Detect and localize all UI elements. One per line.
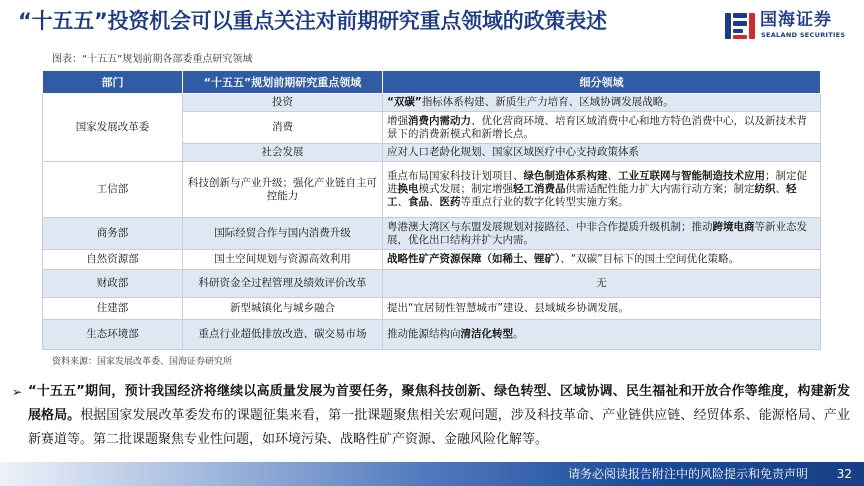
- table-row: [43, 162, 821, 218]
- text-run: 模式发展；制定增强: [418, 183, 513, 195]
- area-cell: 科研资金全过程管理及绩效评价改革: [183, 270, 383, 298]
- text-run: 推动能源结构向: [387, 328, 461, 340]
- text-run: 供需适配性能力扩大内需行动方案；制定: [565, 183, 755, 195]
- detail-cell: [383, 218, 821, 250]
- dept-cell: 国家发展改革委: [43, 94, 183, 162]
- policy-table: [42, 70, 821, 350]
- table-row: [43, 298, 821, 320]
- dept-cell: 生态环境部: [43, 320, 183, 350]
- bold-text-run: 清洁化转型: [460, 328, 513, 340]
- text-run: 。: [513, 328, 524, 340]
- source-note: 资料来源：国家发展改革委、国海证券研究所: [52, 357, 233, 367]
- bold-text-run: 跨境电商: [712, 220, 755, 233]
- logo-name-cn: 国海证券: [760, 10, 832, 30]
- text-run: 增强: [387, 114, 408, 127]
- text-run: 提出“宜居韧性智慧城市”建设、县域城乡协调发展。: [387, 302, 629, 314]
- table-row: [43, 320, 821, 350]
- page-number: 32: [836, 467, 852, 481]
- detail-cell: [383, 112, 821, 144]
- area-cell: 国际经贸合作与国内消费升级: [183, 218, 383, 250]
- text-run: ；制定促进: [387, 170, 807, 195]
- text-run: 粤港澳大湾区与东盟发展规划对接路径、中非合作提质升级机制；推动: [387, 220, 713, 233]
- text-run: 指标体系构建、新质生产力培育、区域协调发展战略。: [421, 96, 674, 108]
- detail-cell: [383, 250, 821, 270]
- logo-name-en: SEALAND SECURITIES: [761, 31, 846, 39]
- page-title: “十五五”投资机会可以重点关注对前期研究重点领域的政策表述: [18, 9, 607, 33]
- bold-text-run: 轻工: [387, 183, 797, 208]
- area-cell: 消费: [183, 112, 383, 144]
- table-header-row: [43, 71, 821, 94]
- dept-cell: 自然资源部: [43, 250, 183, 270]
- area-cell: 社会发展: [183, 144, 383, 162]
- footer-disclaimer: 请务必阅读报告附注中的风险提示和免责声明: [567, 467, 808, 481]
- text-run: 重点布局国家科技计划项目、: [387, 170, 524, 182]
- header-dept: 部门: [43, 71, 183, 94]
- summary-paragraph: [28, 380, 850, 452]
- area-cell: 重点行业超低排放改造、碳交易市场: [183, 320, 383, 350]
- table-row: [43, 250, 821, 270]
- company-logo: [724, 10, 858, 42]
- text-run: 、: [429, 196, 440, 208]
- bold-text-run: 食品: [408, 196, 429, 208]
- bold-text-run: 消费内需动力: [408, 114, 471, 127]
- bold-text-run: 换电: [397, 183, 419, 195]
- sealand-logo-icon: [724, 11, 756, 41]
- dept-cell: 工信部: [43, 162, 183, 218]
- text-run: 、“双碳”目标下的国土空间优化策略。: [560, 253, 740, 265]
- bold-text-run: 医药: [439, 196, 461, 208]
- bold-text-run: “双碳”: [387, 96, 422, 108]
- text-run: 无: [596, 277, 607, 289]
- bullet-arrow-icon: ➢: [12, 385, 23, 399]
- text-run: 等新业态发展，优化出口结构并扩大内需。: [387, 220, 807, 246]
- area-cell: 国土空间规划与资源高效利用: [183, 250, 383, 270]
- header-detail: 细分领域: [383, 71, 821, 94]
- bold-text-run: 绿色制造体系构建: [523, 170, 608, 182]
- text-run: 、: [775, 183, 786, 195]
- text-run: 根据国家发展改革委发布的课题征集来看，第一批课题聚焦相关宏观问题，涉及科技革命、产业链供应链、经贸体系、能源格局、产业新赛道等。第二批课题聚焦专业性问题，如环境污染、战略性矿产资源、金融风险化解等。: [28, 408, 850, 447]
- bold-text-run: “十五五”期间，预计我国经济将继续以高质量发展为首要任务，聚焦科技创新、绿色转型、区域协调、民生福祉和开放合作等维度，构建新发展格局。: [28, 384, 850, 423]
- table-row: [43, 94, 821, 112]
- bold-text-run: 工业互联网与智能制造技术应用: [618, 170, 765, 182]
- area-cell: 科技创新与产业升级；强化产业链自主可控能力: [183, 162, 383, 218]
- area-cell: 新型城镇化与城乡融合: [183, 298, 383, 320]
- detail-cell: [383, 162, 821, 218]
- bold-text-run: 轻工消费品: [513, 183, 566, 195]
- text-run: 应对人口老龄化规划、国家区域医疗中心支持政策体系: [387, 146, 639, 158]
- dept-cell: 住建部: [43, 298, 183, 320]
- detail-cell: [383, 144, 821, 162]
- detail-cell: [383, 320, 821, 350]
- footer-bar: [0, 462, 864, 486]
- text-run: 等重点行业的数字化转型实施方案。: [460, 196, 629, 208]
- detail-cell: [383, 94, 821, 112]
- table-row: [43, 270, 821, 298]
- text-run: 、: [397, 196, 408, 208]
- text-run: 、优化营商环境、培育区域消费中心和地方特色消费中心，以及新技术背景下的消费新模式和新增长点。: [387, 114, 807, 140]
- bold-text-run: 战略性矿产资源保障（如稀土、锂矿）: [387, 253, 561, 265]
- text-run: 、: [607, 170, 618, 182]
- area-cell: 投资: [183, 94, 383, 112]
- header-focus-area: “十五五”规划前期研究重点领域: [183, 71, 383, 94]
- detail-cell: [383, 298, 821, 320]
- dept-cell: 财政部: [43, 270, 183, 298]
- table-row: [43, 218, 821, 250]
- dept-cell: 商务部: [43, 218, 183, 250]
- detail-cell: [383, 270, 821, 298]
- bold-text-run: 纺织: [754, 183, 776, 195]
- figure-caption: 图表：“十五五”规划前期各部委重点研究领域: [52, 54, 253, 65]
